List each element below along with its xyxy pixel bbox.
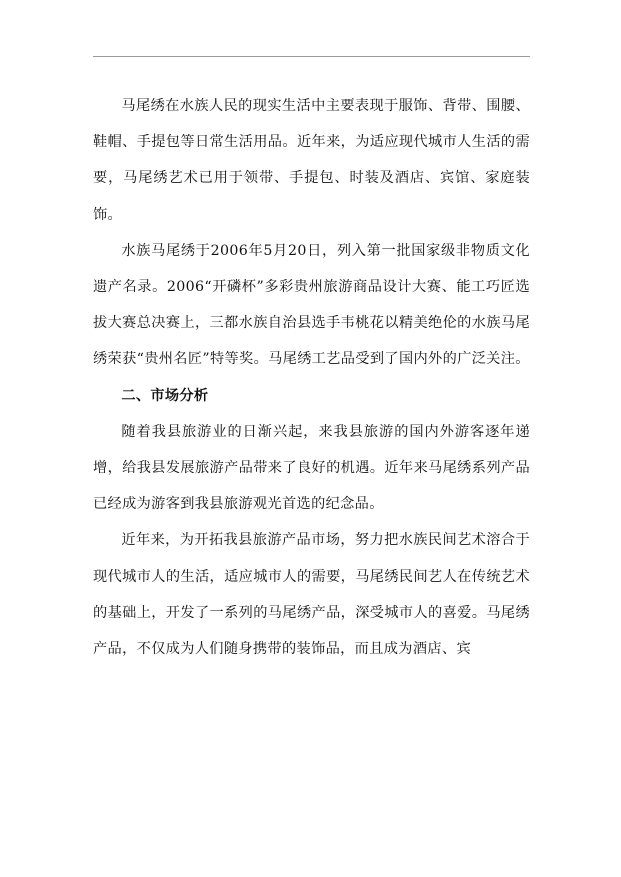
paragraph-product-development: 近年来，为开拓我县旅游产品市场，努力把水族民间艺术溶合于现代城市人的生活，适应城市人的需要，马尾绣民间艺人在传统艺术的基础上，开发了一系列的马尾绣产品，深受城市人的喜爱。马尾绣产品，不仅成为人们随身携带的装饰品，而且成为酒店、宾 xyxy=(93,532,530,658)
document-body xyxy=(93,88,530,667)
section-heading-market-analysis: 二、市场分析 xyxy=(121,387,209,404)
header-rule xyxy=(93,56,530,57)
paragraph-mawei-embroidery-usage: 马尾绣在水族人民的现实生活中主要表现于服饰、背带、围腰、鞋帽、手提包等日常生活用品。近年来，为适应现代城市人生活的需要，马尾绣艺术已用于领带、手提包、时装及酒店、宾馆、家庭装饰。 xyxy=(93,98,530,223)
paragraph-intangible-heritage: 水族马尾绣于2006年5月20日，列入第一批国家级非物质文化遗产名录。2006“开磷杯”多彩贵州旅游商品设计大赛、能工巧匠选拔大赛总决赛上，三都水族自治县选手韦桃花以精美绝伦的水族马尾绣荣获“贵州名匠”特等奖。马尾绣工艺品受到了国内外的广泛关注。 xyxy=(93,242,530,368)
paragraph-tourism-opportunity: 随着我县旅游业的日渐兴起，来我县旅游的国内外游客逐年递增，给我县发展旅游产品带来了良好的机遇。近年来马尾绣系列产品已经成为游客到我县旅游观光首选的纪念品。 xyxy=(93,423,530,513)
